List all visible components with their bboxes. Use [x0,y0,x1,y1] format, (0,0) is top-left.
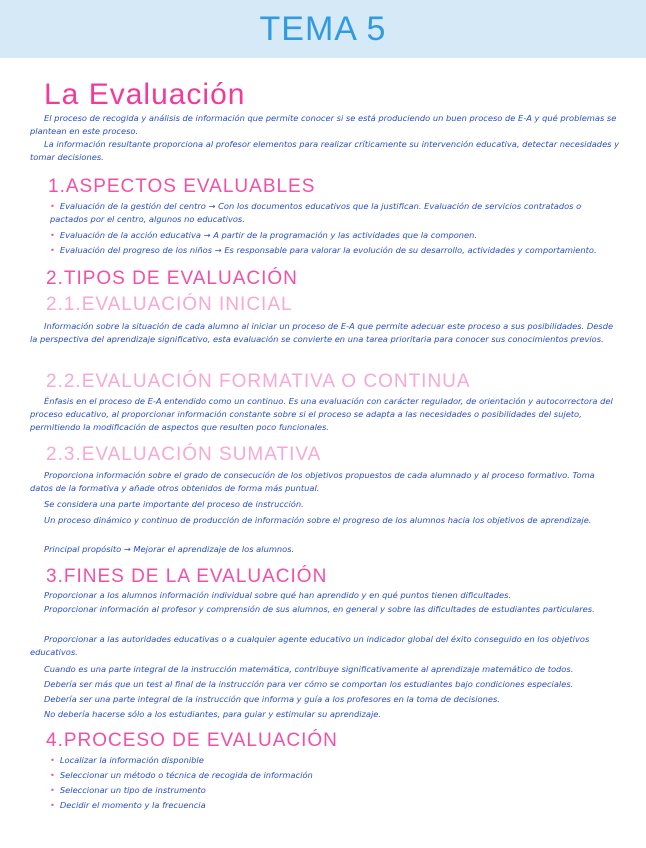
main-title: La Evaluación [44,78,246,111]
section-1-title: 1.ASPECTOS EVALUABLES [48,176,316,197]
section-2-3-line-1: Proporciona información sobre el grado de consecución de los objetivos propuestos de cada alumnado y al proceso formativo. Toma datos de la formativa y añade otros obtenidos de forma más puntual. [30,470,595,493]
section-1-bullet-1: • Evaluación de la gestión del centro → Con los documentos educativos que la justifican. Evaluación de servicios contratados o pactados por el centro, algunos no educativos. [50,201,582,224]
section-2-3-title: 2.3.EVALUACIÓN SUMATIVA [46,444,322,465]
page-title: TEMA 5 [259,9,387,48]
intro-paragraph-2: La información resultante proporciona al profesor elementos para realizar críticamente su intervención educativa, detectar necesidades y tomar decisiones. [30,139,620,162]
section-4-bullet-4: • Decidir el momento y la frecuencia [50,800,206,810]
section-3-title: 3.FINES DE LA EVALUACIÓN [46,566,328,587]
section-3-line-5: Debería ser más que un test al final de la instrucción para ver cómo se comportan los estudiantes bajo condiciones especiales. [44,679,574,689]
section-3-line-7: No debería hacerse sólo a los estudiantes, para guiar y estimular su aprendizaje. [44,709,382,719]
section-2-2-title: 2.2.EVALUACIÓN FORMATIVA O CONTINUA [46,371,471,392]
section-1-bullet-3: • Evaluación del progreso de los niños → Es responsable para valorar la evolución de su desarrollo, actividades y comportamiento. [50,245,597,255]
section-4-bullet-1: • Localizar la información disponible [50,755,204,765]
intro-paragraph-1: El proceso de recogida y análisis de información que permite conocer si se está produciendo un buen proceso de E-A y qué problemas se plantean en este proceso. [30,113,617,136]
section-2-2-text: Énfasis en el proceso de E-A entendido como un continuo. Es una evaluación con carácter regulador, de orientación y autocorrectora del proceso educativo, al proporcionar información constante sobre si el proceso se adapta a las necesidades o posibilidades del sujeto, permitiendo la modificación de aspectos que resulten poco funcionales. [30,396,613,432]
section-3-line-3: Proporcionar a las autoridades educativas o a cualquier agente educativo un indicador global del éxito conseguido en los objetivos educativos. [30,634,590,657]
header-banner [0,0,646,58]
section-3-line-1: Proporcionar a los alumnos información individual sobre qué han aprendido y en qué puntos tienen dificultades. [44,590,512,600]
section-2-1-title: 2.1.EVALUACIÓN INICIAL [46,294,293,315]
section-4-bullet-2: • Seleccionar un método o técnica de recogida de información [50,770,313,780]
section-2-3-line-3: Un proceso dinámico y continuo de producción de información sobre el progreso de los alumnos hacia los objetivos de aprendizaje. [44,515,592,525]
section-3-line-6: Debería ser una parte integral de la instrucción que informa y guía a los profesores en la toma de decisiones. [44,694,500,704]
section-1-bullet-2: • Evaluación de la acción educativa → A partir de la programación y las actividades que la componen. [50,230,478,240]
section-3-line-2: Proporcionar información al profesor y comprensión de sus alumnos, en general y sobre las dificultades de estudiantes particulares. [44,604,595,614]
section-2-1-text: Información sobre la situación de cada alumno al iniciar un proceso de E-A que permite adecuar este proceso a sus posibilidades. Desde la perspectiva del aprendizaje significativo, esta evaluación se convierte en una tarea prioritaria para conocer sus conocimientos previos. [30,321,614,344]
section-2-3-line-4: Principal propósito → Mejorar el aprendizaje de los alumnos. [44,544,295,554]
section-4-title: 4.PROCESO DE EVALUACIÓN [46,730,338,751]
section-4-bullet-3: • Seleccionar un tipo de instrumento [50,785,206,795]
section-3-line-4: Cuando es una parte integral de la instrucción matemática, contribuye significativamente al aprendizaje matemático de todos. [44,664,574,674]
section-2-3-line-2: Se considera una parte importante del proceso de instrucción. [44,499,304,509]
section-2-title: 2.TIPOS DE EVALUACIÓN [46,268,298,289]
